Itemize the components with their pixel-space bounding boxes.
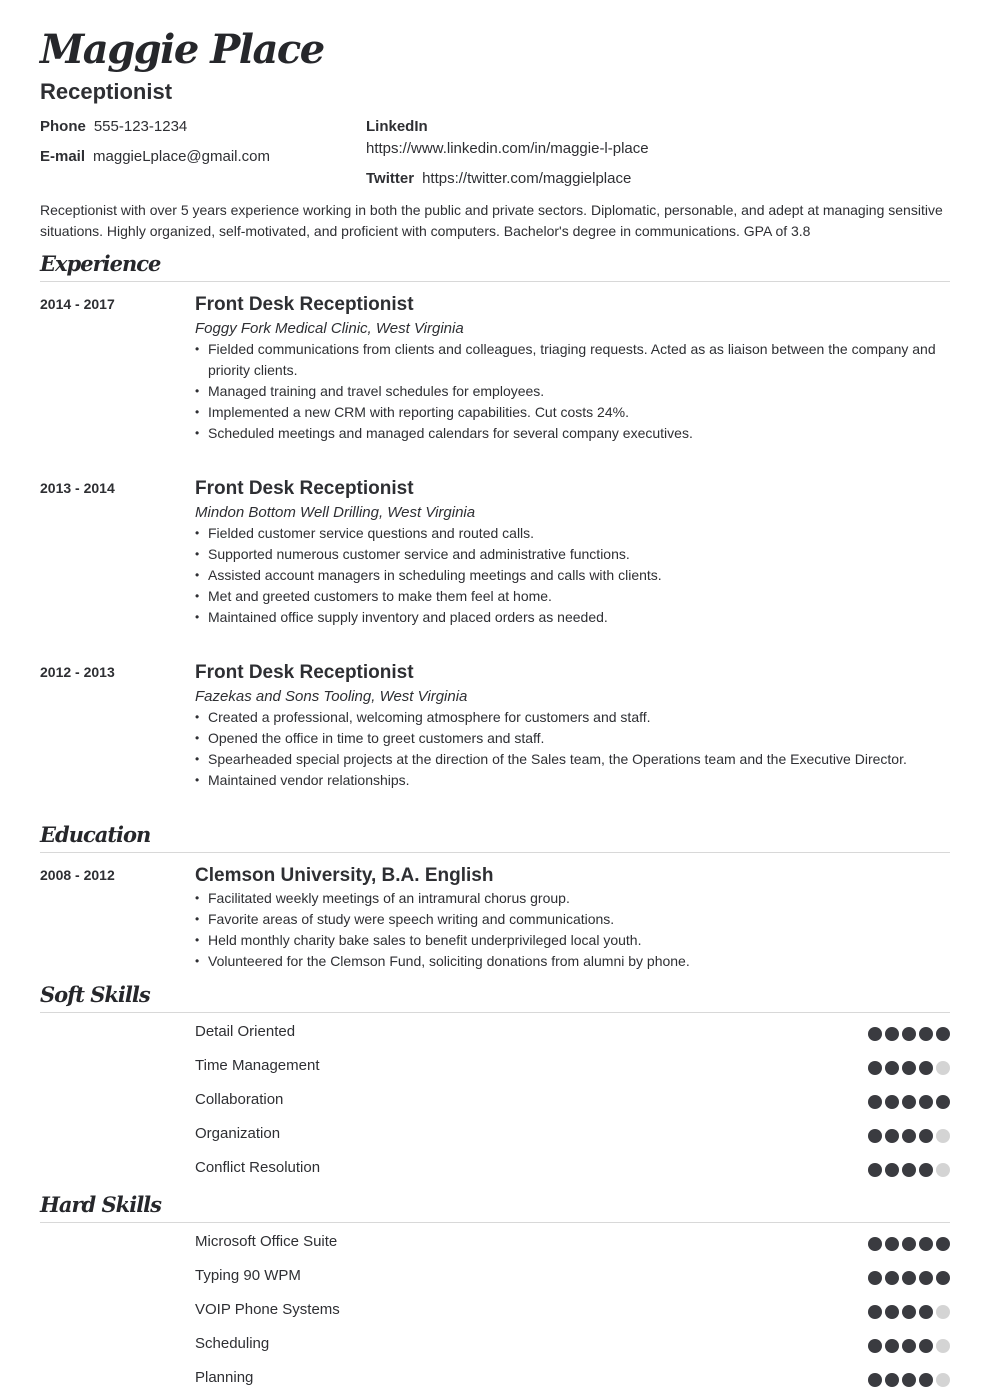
- skill-row: [195, 1159, 950, 1179]
- skill-rating: [868, 1237, 950, 1251]
- bullet-item: • Facilitated weekly meetings of an intramural chorus group.: [195, 888, 950, 909]
- entry-dates: 2013 - 2014: [40, 480, 115, 496]
- entry-title: Front Desk Receptionist: [195, 662, 414, 683]
- skill-rating: [868, 1027, 950, 1041]
- email-label: E-mail: [40, 148, 86, 165]
- section-title-hard-skills: Hard Skills: [40, 1192, 950, 1223]
- rating-dot-filled-icon: [902, 1129, 916, 1143]
- bullet-item: • Scheduled meetings and managed calendars for several company executives.: [195, 423, 950, 444]
- rating-dot-filled-icon: [868, 1271, 882, 1285]
- bullet-item: • Opened the office in time to greet customers and staff.: [195, 728, 950, 749]
- rating-dot-filled-icon: [919, 1061, 933, 1075]
- rating-dot-filled-icon: [868, 1095, 882, 1109]
- rating-dot-filled-icon: [919, 1237, 933, 1251]
- skill-name: Scheduling: [195, 1335, 270, 1352]
- entry-company: Mindon Bottom Well Drilling, West Virginia: [195, 504, 476, 521]
- rating-dot-filled-icon: [885, 1373, 899, 1387]
- rating-dot-empty-icon: [936, 1373, 950, 1387]
- skill-rating: [868, 1373, 950, 1387]
- bullet-item: • Held monthly charity bake sales to benefit underprivileged local youth.: [195, 930, 950, 951]
- skill-row: [195, 1301, 950, 1321]
- entry-dates: 2012 - 2013: [40, 664, 115, 680]
- section-title-soft-skills: Soft Skills: [40, 982, 950, 1013]
- rating-dot-filled-icon: [902, 1061, 916, 1075]
- skill-name: Microsoft Office Suite: [195, 1233, 338, 1250]
- skill-name: Detail Oriented: [195, 1023, 296, 1040]
- bullet-item: • Assisted account managers in scheduling meetings and calls with clients.: [195, 565, 950, 586]
- rating-dot-filled-icon: [885, 1237, 899, 1251]
- phone-value: 555-123-1234: [93, 118, 188, 135]
- rating-dot-filled-icon: [902, 1271, 916, 1285]
- entry-company: Fazekas and Sons Tooling, West Virginia: [195, 688, 468, 705]
- linkedin-value[interactable]: https://www.linkedin.com/in/maggie-l-place: [366, 140, 649, 157]
- skill-row: [195, 1125, 950, 1145]
- section-title-experience: Experience: [40, 251, 950, 282]
- rating-dot-filled-icon: [868, 1237, 882, 1251]
- skill-row: [195, 1233, 950, 1253]
- rating-dot-filled-icon: [885, 1339, 899, 1353]
- rating-dot-filled-icon: [919, 1271, 933, 1285]
- rating-dot-filled-icon: [919, 1373, 933, 1387]
- rating-dot-filled-icon: [868, 1339, 882, 1353]
- section-title-education: Education: [40, 822, 950, 853]
- rating-dot-empty-icon: [936, 1163, 950, 1177]
- bullet-item: • Spearheaded special projects at the direction of the Sales team, the Operations team and the Executive Director.: [195, 749, 950, 770]
- bullet-item: • Fielded customer service questions and routed calls.: [195, 523, 950, 544]
- skill-row: [195, 1267, 950, 1287]
- skill-row: [195, 1057, 950, 1077]
- rating-dot-empty-icon: [936, 1339, 950, 1353]
- skill-row: [195, 1369, 950, 1389]
- skill-rating: [868, 1129, 950, 1143]
- rating-dot-filled-icon: [868, 1061, 882, 1075]
- rating-dot-filled-icon: [919, 1027, 933, 1041]
- rating-dot-filled-icon: [902, 1305, 916, 1319]
- phone-label: Phone: [40, 118, 86, 135]
- skill-name: Typing 90 WPM: [195, 1267, 301, 1284]
- bullet-item: • Maintained office supply inventory and placed orders as needed.: [195, 607, 950, 628]
- bullet-item: • Created a professional, welcoming atmosphere for customers and staff.: [195, 707, 950, 728]
- rating-dot-filled-icon: [902, 1027, 916, 1041]
- skill-rating: [868, 1271, 950, 1285]
- rating-dot-filled-icon: [885, 1061, 899, 1075]
- rating-dot-filled-icon: [902, 1237, 916, 1251]
- bullet-item: • Maintained vendor relationships.: [195, 770, 950, 791]
- entry-title: Front Desk Receptionist: [195, 294, 414, 315]
- skill-row: [195, 1335, 950, 1355]
- entry-bullets: [195, 707, 950, 791]
- rating-dot-filled-icon: [919, 1163, 933, 1177]
- entry-dates: 2014 - 2017: [40, 296, 115, 312]
- rating-dot-filled-icon: [868, 1305, 882, 1319]
- rating-dot-filled-icon: [936, 1271, 950, 1285]
- contact-email: [40, 148, 270, 165]
- rating-dot-filled-icon: [868, 1373, 882, 1387]
- bullet-item: • Managed training and travel schedules for employees.: [195, 381, 950, 402]
- skill-rating: [868, 1061, 950, 1075]
- rating-dot-filled-icon: [936, 1027, 950, 1041]
- rating-dot-filled-icon: [885, 1027, 899, 1041]
- skill-row: [195, 1023, 950, 1043]
- rating-dot-filled-icon: [902, 1163, 916, 1177]
- rating-dot-filled-icon: [902, 1373, 916, 1387]
- skill-rating: [868, 1095, 950, 1109]
- rating-dot-filled-icon: [885, 1163, 899, 1177]
- bullet-item: • Volunteered for the Clemson Fund, soliciting donations from alumni by phone.: [195, 951, 950, 972]
- rating-dot-filled-icon: [902, 1339, 916, 1353]
- skill-rating: [868, 1163, 950, 1177]
- rating-dot-filled-icon: [885, 1129, 899, 1143]
- rating-dot-filled-icon: [885, 1305, 899, 1319]
- candidate-name: Maggie Place: [40, 26, 324, 73]
- contact-linkedin: [366, 118, 436, 135]
- skill-name: Organization: [195, 1125, 281, 1142]
- rating-dot-filled-icon: [936, 1095, 950, 1109]
- rating-dot-filled-icon: [868, 1027, 882, 1041]
- rating-dot-filled-icon: [868, 1163, 882, 1177]
- email-value[interactable]: maggieLplace@gmail.com: [93, 148, 270, 165]
- rating-dot-filled-icon: [885, 1271, 899, 1285]
- bullet-item: • Met and greeted customers to make them feel at home.: [195, 586, 950, 607]
- entry-title: Front Desk Receptionist: [195, 478, 414, 499]
- twitter-value[interactable]: https://twitter.com/maggielplace: [422, 170, 632, 187]
- skill-name: Conflict Resolution: [195, 1159, 321, 1176]
- entry-bullets: [195, 523, 950, 628]
- bullet-item: • Favorite areas of study were speech writing and communications.: [195, 909, 950, 930]
- linkedin-label: LinkedIn: [366, 118, 428, 135]
- rating-dot-empty-icon: [936, 1129, 950, 1143]
- bullet-item: • Supported numerous customer service and administrative functions.: [195, 544, 950, 565]
- rating-dot-filled-icon: [919, 1305, 933, 1319]
- entry-bullets: [195, 339, 950, 444]
- skill-name: VOIP Phone Systems: [195, 1301, 340, 1318]
- rating-dot-filled-icon: [919, 1339, 933, 1353]
- twitter-label: Twitter: [366, 170, 415, 187]
- skill-name: Collaboration: [195, 1091, 284, 1108]
- candidate-role: Receptionist: [40, 79, 173, 104]
- rating-dot-filled-icon: [936, 1237, 950, 1251]
- skill-name: Time Management: [195, 1057, 320, 1074]
- skill-rating: [868, 1305, 950, 1319]
- entry-company: Foggy Fork Medical Clinic, West Virginia: [195, 320, 464, 337]
- summary: Receptionist with over 5 years experience working in both the public and private sectors. Diplomatic, personable, and adept at managing sensitive situations. Highly organized, self-motivated, and proficient with computers. Bachelor's degree in communications. GPA of 3.8: [40, 202, 943, 239]
- skill-rating: [868, 1339, 950, 1353]
- contact-phone: [40, 118, 187, 135]
- skill-row: [195, 1091, 950, 1111]
- bullet-item: • Fielded communications from clients and colleagues, triaging requests. Acted as as liaison between the company and priority clients.: [195, 339, 950, 381]
- bullet-item: • Implemented a new CRM with reporting capabilities. Cut costs 24%.: [195, 402, 950, 423]
- skill-name: Planning: [195, 1369, 254, 1386]
- rating-dot-empty-icon: [936, 1061, 950, 1075]
- entry-title: Clemson University, B.A. English: [195, 865, 494, 886]
- contact-twitter: [366, 170, 631, 187]
- rating-dot-filled-icon: [885, 1095, 899, 1109]
- rating-dot-filled-icon: [902, 1095, 916, 1109]
- rating-dot-filled-icon: [919, 1129, 933, 1143]
- entry-dates: 2008 - 2012: [40, 867, 115, 883]
- rating-dot-empty-icon: [936, 1305, 950, 1319]
- entry-bullets: [195, 888, 950, 972]
- rating-dot-filled-icon: [868, 1129, 882, 1143]
- rating-dot-filled-icon: [919, 1095, 933, 1109]
